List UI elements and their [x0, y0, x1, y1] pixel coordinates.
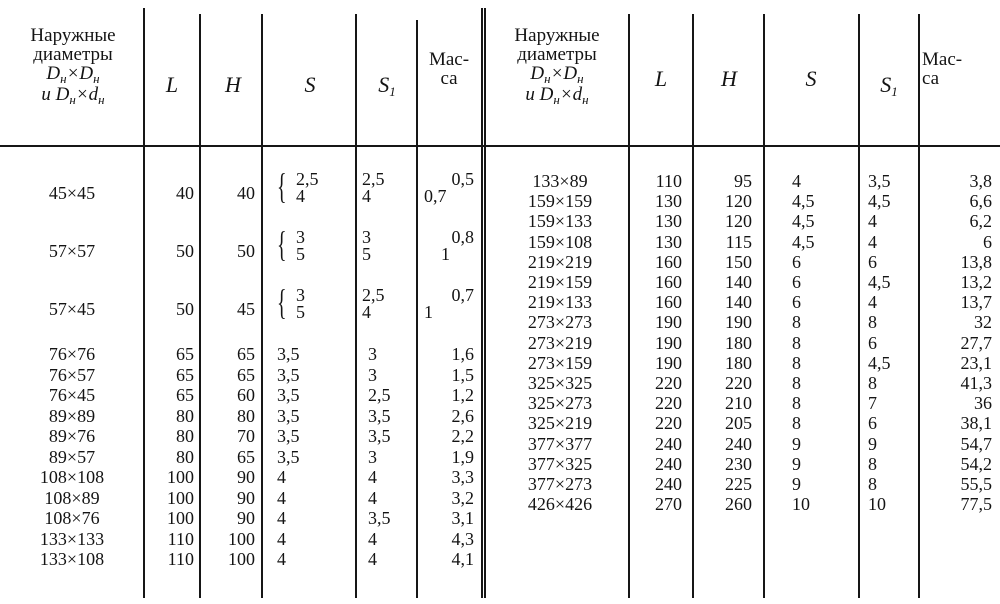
mass-cell: 77,5 — [960, 494, 992, 515]
S-cell: 3,5 — [277, 344, 300, 364]
S-cell: 8 — [792, 332, 801, 353]
S-cell: 6 — [792, 251, 801, 272]
S-cell: 9 — [792, 474, 801, 494]
H-cell: 115 — [725, 231, 752, 252]
L-cell: 190 — [655, 332, 682, 353]
S-cell: 3 — [296, 285, 305, 305]
H-cell: 210 — [725, 393, 752, 414]
L-cell: 65 — [176, 344, 194, 364]
L-cell: 220 — [655, 373, 682, 393]
brace-symbol: { — [277, 166, 287, 206]
S-cell: 4 — [277, 508, 286, 528]
L-cell: 130 — [655, 191, 682, 212]
H-cell: 220 — [725, 373, 752, 393]
H-cell: 95 — [734, 171, 752, 191]
brace-symbol: { — [277, 224, 287, 264]
H-cell: 240 — [725, 433, 752, 454]
S-cell: 4 — [792, 171, 801, 191]
diameter-cell: 325×219 — [527, 413, 593, 434]
diameter-cell: 108×76 — [44, 508, 100, 528]
S1-cell: 10 — [868, 494, 886, 515]
S-cell: 2,5 — [296, 169, 319, 189]
L-cell: 130 — [655, 231, 682, 252]
S1-cell: 4 — [368, 487, 377, 508]
H-cell: 60 — [237, 385, 255, 405]
mass-cell: 2,2 — [451, 426, 474, 446]
diameter-cell: 377×377 — [527, 433, 593, 454]
mass-cell: 23,1 — [960, 352, 992, 373]
H-cell: 190 — [725, 312, 752, 333]
H-cell: 100 — [228, 549, 255, 569]
mass-cell: 6,2 — [969, 211, 992, 232]
header-rule — [0, 145, 1000, 147]
diameter-cell: 89×89 — [48, 405, 96, 426]
S1-cell: 4 — [362, 186, 371, 206]
header-H-right: H — [721, 66, 737, 91]
L-cell: 270 — [655, 494, 682, 515]
S-cell: 5 — [296, 302, 305, 322]
H-cell: 90 — [237, 467, 255, 487]
mass-cell: 3,2 — [451, 487, 474, 508]
H-cell: 260 — [725, 494, 752, 515]
S-cell: 8 — [792, 373, 801, 393]
H-cell: 90 — [237, 487, 255, 508]
S1-cell: 3 — [368, 344, 377, 364]
mass-cell: 27,7 — [960, 332, 992, 353]
diameter-cell: 133×89 — [532, 171, 588, 191]
mass-cell: 54,2 — [960, 453, 992, 474]
header-mass-right: Мас- са — [922, 49, 963, 89]
diameter-cell: 133×108 — [39, 549, 105, 569]
H-cell: 120 — [725, 211, 752, 232]
L-cell: 100 — [167, 487, 194, 508]
S-cell: 8 — [792, 393, 801, 414]
diameter-cell: 108×108 — [39, 467, 105, 487]
S-cell: 4 — [277, 487, 286, 508]
S1-cell: 5 — [362, 244, 371, 264]
S-cell: 8 — [792, 413, 801, 434]
S-cell: 3,5 — [277, 385, 300, 405]
diameter-cell: 219×219 — [527, 251, 593, 272]
S1-cell: 4 — [368, 467, 377, 487]
S-cell: 4,5 — [792, 211, 815, 232]
diameter-cell: 45×45 — [48, 183, 96, 203]
mass-cell: 0,8 — [451, 227, 474, 247]
rule-v — [199, 14, 201, 598]
S-cell: 3 — [296, 227, 305, 247]
L-cell: 240 — [655, 474, 682, 494]
L-cell: 80 — [176, 426, 194, 446]
S1-cell: 2,5 — [362, 285, 385, 305]
rule-v — [628, 14, 630, 598]
S1-cell: 4,5 — [868, 191, 891, 212]
S1-cell: 7 — [868, 393, 877, 414]
S-cell: 3,5 — [277, 426, 300, 446]
S1-cell: 4 — [868, 292, 877, 313]
L-cell: 160 — [655, 251, 682, 272]
diameter-cell: 133×133 — [39, 528, 105, 549]
rule-v — [416, 20, 418, 598]
header-L-right: L — [654, 66, 668, 91]
S-cell: 4 — [277, 467, 286, 487]
S1-cell: 6 — [868, 413, 877, 434]
L-cell: 65 — [176, 364, 194, 385]
S1-cell: 4 — [368, 549, 377, 569]
rule-v — [858, 14, 860, 598]
diameter-cell: 377×273 — [527, 474, 593, 494]
H-cell: 225 — [725, 474, 752, 494]
H-cell: 230 — [725, 453, 752, 474]
S-cell: 4 — [277, 528, 286, 549]
mass-cell: 0,7 — [451, 285, 474, 305]
S1-cell: 4,5 — [868, 272, 891, 292]
H-cell: 50 — [237, 241, 255, 261]
diameter-cell: 159×133 — [527, 211, 593, 232]
header-S-left: S — [304, 72, 316, 97]
S1-cell: 4,5 — [868, 352, 891, 373]
diameter-cell: 377×325 — [527, 453, 593, 474]
diameter-cell: 325×273 — [527, 393, 593, 414]
diameter-cell: 273×219 — [527, 332, 593, 353]
diameter-cell: 76×45 — [48, 385, 96, 405]
H-cell: 140 — [725, 292, 752, 313]
L-cell: 240 — [655, 433, 682, 454]
S1-cell: 6 — [868, 332, 877, 353]
mass-cell: 1,2 — [451, 385, 474, 405]
diameter-cell: 76×57 — [48, 364, 96, 385]
mass-cell: 4,1 — [451, 549, 474, 569]
mass-cell: 1 — [424, 302, 433, 322]
L-cell: 110 — [167, 528, 194, 549]
L-cell: 80 — [176, 446, 194, 467]
H-cell: 120 — [725, 191, 752, 212]
S-cell: 4,5 — [792, 231, 815, 252]
diameter-cell: 76×76 — [48, 344, 96, 364]
H-cell: 40 — [237, 183, 255, 203]
S-cell: 3,5 — [277, 405, 300, 426]
header-S1-right: $S_1$ — [880, 72, 898, 99]
mass-cell: 1 — [441, 244, 450, 264]
S-cell: 10 — [792, 494, 810, 515]
rule-v — [763, 14, 765, 598]
diameter-cell: 159×159 — [527, 191, 593, 212]
S-cell: 9 — [792, 433, 801, 454]
S1-cell: 4 — [868, 231, 877, 252]
header-S1-left: $S_1$ — [378, 72, 396, 99]
H-cell: 45 — [237, 299, 255, 319]
mass-cell: 32 — [974, 312, 992, 333]
L-cell: 50 — [176, 299, 194, 319]
mass-cell: 6 — [983, 231, 992, 252]
mass-cell: 55,5 — [960, 474, 992, 494]
S-cell: 6 — [792, 272, 801, 292]
diameter-cell: 159×108 — [527, 231, 593, 252]
L-cell: 50 — [176, 241, 194, 261]
mass-cell: 3,3 — [451, 467, 474, 487]
H-cell: 205 — [725, 413, 752, 434]
S-cell: 4,5 — [792, 191, 815, 212]
mass-cell: 13,8 — [960, 251, 992, 272]
brace-symbol: { — [277, 282, 287, 322]
L-cell: 190 — [655, 312, 682, 333]
mass-cell: 2,6 — [451, 405, 474, 426]
L-cell: 110 — [655, 171, 682, 191]
diameter-cell: 426×426 — [527, 494, 593, 515]
S1-cell: 3,5 — [368, 508, 391, 528]
H-cell: 180 — [725, 332, 752, 353]
S-cell: 9 — [792, 453, 801, 474]
S-cell: 4 — [277, 549, 286, 569]
header-H-left: H — [225, 72, 241, 97]
L-cell: 80 — [176, 405, 194, 426]
S1-cell: 8 — [868, 453, 877, 474]
S-cell: 5 — [296, 244, 305, 264]
S1-cell: 3,5 — [868, 171, 891, 191]
H-cell: 65 — [237, 446, 255, 467]
L-cell: 100 — [167, 467, 194, 487]
rule-v — [143, 8, 145, 598]
S1-cell: 9 — [868, 433, 877, 454]
mass-cell: 36 — [974, 393, 992, 414]
diameter-cell: 325×325 — [527, 373, 593, 393]
L-cell: 130 — [655, 211, 682, 232]
rule-v — [355, 14, 357, 598]
S1-cell: 3 — [368, 364, 377, 385]
diameter-cell: 57×57 — [48, 241, 96, 261]
header-mass-left: Мас- са — [428, 49, 470, 89]
L-cell: 240 — [655, 453, 682, 474]
mass-cell: 4,3 — [451, 528, 474, 549]
H-cell: 65 — [237, 364, 255, 385]
S1-cell: 8 — [868, 312, 877, 333]
S-cell: 3,5 — [277, 364, 300, 385]
mass-cell: 13,2 — [960, 272, 992, 292]
L-cell: 160 — [655, 272, 682, 292]
L-cell: 110 — [167, 549, 194, 569]
S1-cell: 3,5 — [368, 405, 391, 426]
S1-cell: 4 — [368, 528, 377, 549]
mass-cell: 1,5 — [451, 364, 474, 385]
H-cell: 150 — [725, 251, 752, 272]
mass-cell: 3,8 — [969, 171, 992, 191]
diameter-cell: 273×159 — [527, 352, 593, 373]
rule-v-double — [481, 8, 486, 598]
header-L-left: L — [165, 72, 179, 97]
S1-cell: 8 — [868, 373, 877, 393]
rule-v — [918, 14, 920, 598]
S1-cell: 4 — [868, 211, 877, 232]
S1-cell: 4 — [362, 302, 371, 322]
header-diameter-right: Наружные диаметры $D_н\times D_н$ и $D_н\times d_н$ — [514, 25, 600, 107]
H-cell: 65 — [237, 344, 255, 364]
H-cell: 90 — [237, 508, 255, 528]
L-cell: 220 — [655, 413, 682, 434]
H-cell: 180 — [725, 352, 752, 373]
S-cell: 6 — [792, 292, 801, 313]
diameter-cell: 273×273 — [527, 312, 593, 333]
L-cell: 220 — [655, 393, 682, 414]
S1-cell: 8 — [868, 474, 877, 494]
S-cell: 8 — [792, 352, 801, 373]
H-cell: 100 — [228, 528, 255, 549]
S1-cell: 3 — [362, 227, 371, 247]
S-cell: 3,5 — [277, 446, 300, 467]
S1-cell: 2,5 — [368, 385, 391, 405]
mass-cell: 3,1 — [451, 508, 474, 528]
diameter-cell: 89×76 — [48, 426, 96, 446]
L-cell: 190 — [655, 352, 682, 373]
mass-cell: 13,7 — [960, 292, 992, 313]
mass-cell: 6,6 — [969, 191, 992, 212]
diameter-cell: 219×159 — [527, 272, 593, 292]
header-S-right: S — [805, 66, 817, 91]
header-diameter-left: Наружные диаметры $D_н\times D_н$ и $D_н\times d_н$ — [30, 25, 116, 107]
S1-cell: 3 — [368, 446, 377, 467]
S1-cell: 6 — [868, 251, 877, 272]
mass-cell: 1,9 — [451, 446, 474, 467]
H-cell: 140 — [725, 272, 752, 292]
mass-cell: 1,6 — [451, 344, 474, 364]
H-cell: 80 — [237, 405, 255, 426]
mass-cell: 41,3 — [960, 373, 992, 393]
L-cell: 160 — [655, 292, 682, 313]
L-cell: 40 — [176, 183, 194, 203]
rule-v — [261, 14, 263, 598]
S-cell: 8 — [792, 312, 801, 333]
mass-cell: 0,7 — [424, 186, 447, 206]
S1-cell: 2,5 — [362, 169, 385, 189]
S1-cell: 3,5 — [368, 426, 391, 446]
diameter-cell: 57×45 — [48, 299, 96, 319]
S-cell: 4 — [296, 186, 305, 206]
rule-v — [692, 14, 694, 598]
H-cell: 70 — [237, 426, 255, 446]
mass-cell: 38,1 — [960, 413, 992, 434]
diameter-cell: 219×133 — [527, 292, 593, 313]
diameter-cell: 89×57 — [48, 446, 96, 467]
L-cell: 100 — [167, 508, 194, 528]
diameter-cell: 108×89 — [44, 487, 100, 508]
L-cell: 65 — [176, 385, 194, 405]
mass-cell: 0,5 — [451, 169, 474, 189]
mass-cell: 54,7 — [960, 433, 992, 454]
